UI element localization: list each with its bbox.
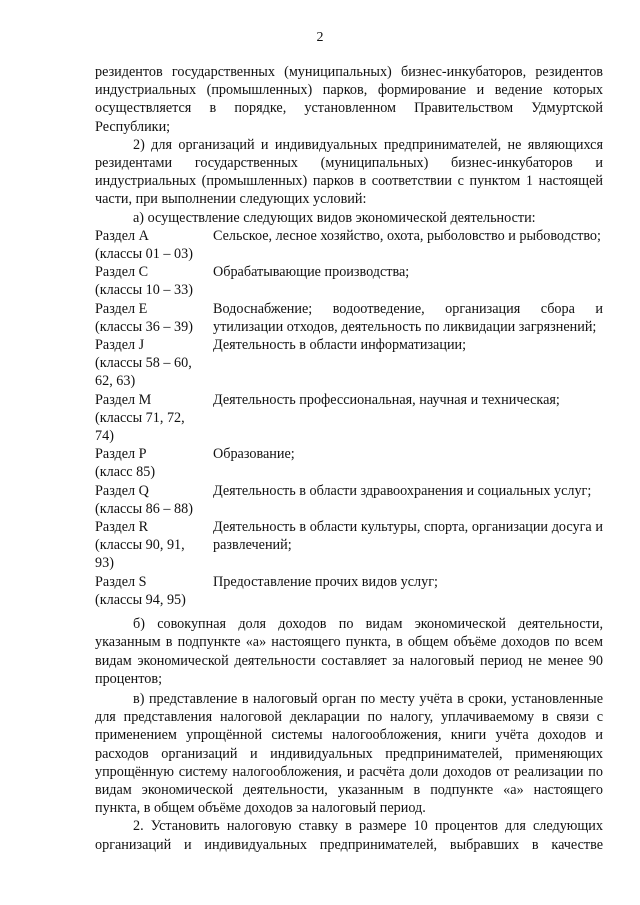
- section-description: Деятельность профессиональная, научная и техническая;: [213, 391, 560, 408]
- paragraph-item-2: 2) для организаций и индивидуальных предпринимателей, не являющихся резидентами государственных (муниципальных) бизнес-инкубаторов и индустриальных (промышленных) парков в соответствии с пунктом 1 настоящей части, при выполнении следующих условий:: [95, 136, 603, 208]
- section-code: Раздел J (классы 58 – 60, 62, 63): [95, 337, 192, 390]
- section-row: [95, 391, 603, 446]
- section-row: [95, 518, 603, 573]
- section-description: Обрабатывающие производства;: [213, 264, 410, 281]
- section-code: Раздел R (классы 90, 91, 93): [95, 519, 185, 572]
- section-description: Деятельность в области культуры, спорта, организации досуга и развлечений;: [213, 519, 603, 554]
- section-description: Образование;: [213, 446, 295, 463]
- section-code: Раздел M (классы 71, 72, 74): [95, 391, 185, 445]
- section-description: Деятельность в области информатизации;: [213, 337, 467, 354]
- section-row: [95, 482, 603, 518]
- section-description: Сельское, лесное хозяйство, охота, рыболовство и рыбоводство;: [213, 227, 601, 244]
- page-number: 2: [316, 30, 324, 45]
- section-row: [95, 445, 603, 481]
- activity-sections-list: [95, 227, 603, 609]
- document-body: [95, 63, 603, 854]
- section-row: [95, 573, 603, 609]
- section-code: Раздел S (классы 94, 95): [95, 573, 186, 608]
- section-row: [95, 227, 603, 263]
- section-code: Раздел P (класс 85): [95, 446, 156, 481]
- section-code: Раздел A (классы 01 – 03): [95, 227, 193, 263]
- section-code: Раздел E (классы 36 – 39): [95, 300, 193, 335]
- section-row: [95, 263, 603, 299]
- section-description: Предоставление прочих видов услуг;: [213, 573, 438, 590]
- section-description: Водоснабжение; водоотведение, организация сбора и утилизации отходов, деятельность по ликвидации загрязнений;: [213, 300, 603, 335]
- paragraph-subitem-b: б) совокупная доля доходов по видам экономической деятельности, указанным в подпункте «а» настоящего пункта, в общем объёме доходов по всем видам экономической деятельности составляет за налоговый период не менее 90 процентов;: [95, 616, 603, 687]
- section-row: [95, 336, 603, 391]
- paragraph-item-2-rate: 2. Установить налоговую ставку в размере 10 процентов для следующих организаций и индивидуальных предпринимателей, выбравших в качестве: [95, 818, 603, 853]
- section-row: [95, 300, 603, 336]
- section-code: Раздел Q (классы 86 – 88): [95, 482, 193, 517]
- section-code: Раздел C (классы 10 – 33): [95, 264, 193, 299]
- paragraph-subitem-a: а) осуществление следующих видов экономической деятельности:: [133, 209, 536, 226]
- section-description: Деятельность в области здравоохранения и социальных услуг;: [213, 482, 592, 499]
- paragraph-subitem-v: в) представление в налоговый орган по месту учёта в сроки, установленные для представления налоговой декларации по налогу, уплачиваемому в связи с применением упрощённой системы налогообложения, книги учёта доходов и расходов организаций и индивидуальных предпринимателей, применяющих упрощённую систему налогообложения, и расчёта доли доходов от реализации по видам экономической деятельности, указанным в подпункте «а» настоящего пункта, в общем объёме доходов за налоговый период.: [95, 690, 603, 817]
- paragraph-residents-continuation: резидентов государственных (муниципальных) бизнес-инкубаторов, резидентов индустриальных (промышленных) парков, формирование и ведение которых осуществляется в порядке, установленном Правительством Удмуртской Республики;: [95, 64, 603, 135]
